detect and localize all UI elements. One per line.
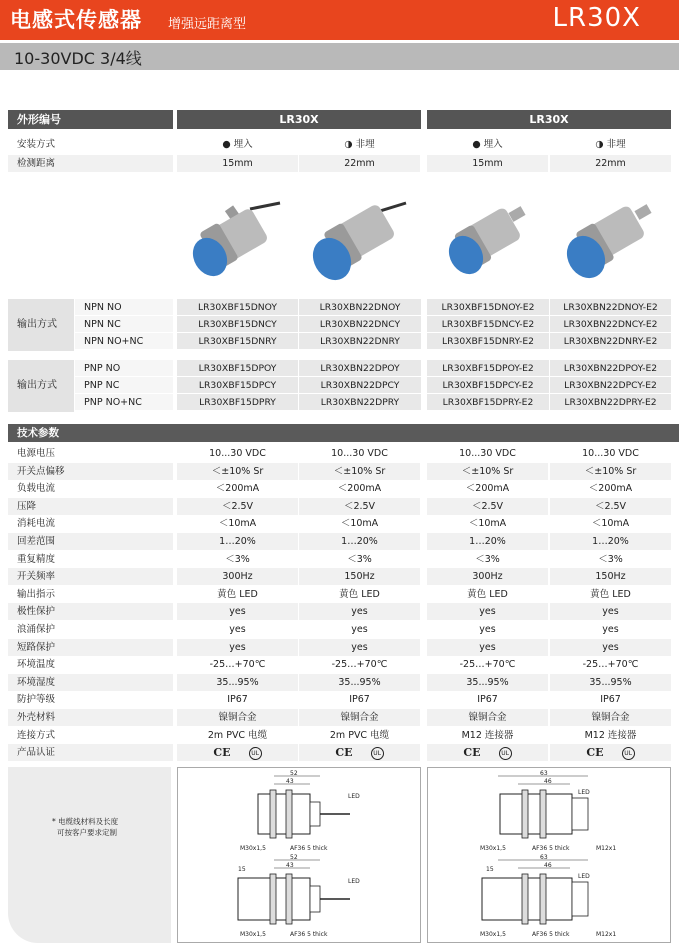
tech-row-value: ＜3% (550, 551, 671, 568)
spec-header-group1: LR30X (177, 110, 421, 129)
tech-row-value: 10...30 VDC (427, 445, 548, 462)
tech-row-value: ＜3% (177, 551, 298, 568)
dim-label: 52 (290, 854, 298, 861)
tech-row-value: 黄色 LED (550, 586, 671, 603)
tech-row-value: ＜±10% Sr (299, 463, 420, 480)
thread-label: M30x1,5 (480, 845, 506, 852)
tech-row-value: 300Hz (177, 568, 298, 585)
tech-row-label: 消耗电流 (8, 515, 173, 532)
distance-label: 检测距离 (8, 155, 173, 172)
distance-value: 15mm (177, 155, 298, 172)
tech-row-label: 外壳材料 (8, 709, 173, 726)
tech-row-label: 产品认证 (8, 744, 173, 761)
tech-row-value: ＜10mA (299, 515, 420, 532)
tech-row-value: 1…20% (427, 533, 548, 550)
tech-row-value: ＜200mA (299, 480, 420, 497)
dim-label: 43 (286, 862, 294, 869)
thread-label: M30x1,5 (480, 931, 506, 938)
tech-row-value: ＜10mA (177, 515, 298, 532)
dim-label: 52 (290, 770, 298, 777)
part-code: LR30XBF15DPCY (177, 377, 298, 394)
part-code: LR30XBN22DNOY-E2 (550, 299, 671, 316)
output-type: NPN NO (75, 299, 173, 316)
part-code: LR30XBN22DPOY (299, 360, 421, 377)
tech-row-value: 10...30 VDC (177, 445, 298, 462)
drawing-panel-connector (427, 767, 671, 943)
tech-row-value: yes (550, 603, 671, 620)
part-code: LR30XBF15DNCY-E2 (427, 316, 549, 333)
part-code: LR30XBN22DPRY (299, 394, 421, 411)
thread-label: M30x1,5 (240, 931, 266, 938)
tech-row-value: IP67 (177, 691, 298, 708)
output-type: NPN NC (75, 316, 173, 333)
tech-row-value: ＜10mA (550, 515, 671, 532)
page-header (0, 0, 679, 40)
part-code: LR30XBN22DPOY-E2 (550, 360, 671, 377)
tech-row-value: yes (299, 603, 420, 620)
tech-row-value: IP67 (427, 691, 548, 708)
tech-row-value (299, 744, 420, 761)
af-label: AF36 5 thick (290, 845, 328, 852)
tech-row-value: ＜2.5V (177, 498, 298, 515)
tech-row-label: 连接方式 (8, 727, 173, 744)
connector-label: M12x1 (596, 931, 617, 938)
dim-label: 15 (238, 866, 246, 873)
part-code: LR30XBF15DPOY (177, 360, 298, 377)
tech-row-label: 负载电流 (8, 480, 173, 497)
tech-row-value: M12 连接器 (427, 727, 548, 744)
page-subtitle: 增强远距离型 (168, 17, 247, 32)
output-type: PNP NC (75, 377, 173, 394)
led-label: LED (578, 789, 590, 796)
tech-row-value: ＜2.5V (550, 498, 671, 515)
tech-row-label: 短路保护 (8, 639, 173, 656)
tech-row-label: 防护等级 (8, 691, 173, 708)
voltage-text: 10-30VDC 3/4线 (14, 49, 142, 68)
tech-row-value: yes (299, 639, 420, 656)
tech-row-value: ＜3% (427, 551, 548, 568)
output-pnp-label: 输出方式 (8, 360, 74, 412)
part-code: LR30XBN22DPRY-E2 (550, 394, 671, 411)
tech-row-value: 35...95% (550, 674, 671, 691)
ce-mark-icon: CE (586, 746, 604, 759)
tech-row-value: 150Hz (550, 568, 671, 585)
sensor-image (562, 195, 662, 285)
tech-row-value: yes (177, 621, 298, 638)
tech-row-value: yes (550, 639, 671, 656)
dim-label: 43 (286, 778, 294, 785)
tech-row-value: 镍铜合金 (427, 709, 548, 726)
tech-row-value: 1…20% (550, 533, 671, 550)
tech-row-value: yes (427, 639, 548, 656)
sensor-image (440, 195, 540, 285)
af-label: AF36 5 thick (532, 931, 570, 938)
tech-row-value: ＜2.5V (427, 498, 548, 515)
part-code: LR30XBN22DNCY (299, 316, 421, 333)
tech-row-value (550, 744, 671, 761)
tech-row-label: 环境湿度 (8, 674, 173, 691)
led-label: LED (348, 878, 360, 885)
tech-row-value: 镍铜合金 (550, 709, 671, 726)
tech-row-label: 开关频率 (8, 568, 173, 585)
part-code: LR30XBF15DPCY-E2 (427, 377, 549, 394)
tech-row-value: ＜±10% Sr (427, 463, 548, 480)
tech-row-value: yes (299, 621, 420, 638)
tech-row-value: ＜200mA (550, 480, 671, 497)
tech-row-value: 黄色 LED (299, 586, 420, 603)
voltage-banner (0, 43, 679, 70)
tech-row-value: IP67 (550, 691, 671, 708)
led-label: LED (578, 873, 590, 880)
tech-section-title: 技术参数 (8, 424, 679, 442)
note-line: * 电缆线材料及长度 (52, 817, 119, 826)
sensor-image (188, 195, 288, 285)
sensor-image (310, 195, 410, 285)
tech-row-label: 浪涌保护 (8, 621, 173, 638)
mount-value: ● 埋入 (472, 139, 503, 150)
tech-row-label: 环境温度 (8, 656, 173, 673)
part-code: LR30XBN22DNRY-E2 (550, 333, 671, 350)
tech-row-value: ＜200mA (427, 480, 548, 497)
tech-row-label: 压降 (8, 498, 173, 515)
tech-row-value: ＜3% (299, 551, 420, 568)
tech-row-value: 2m PVC 电缆 (299, 727, 420, 744)
tech-row-value: 35...95% (177, 674, 298, 691)
distance-value: 22mm (299, 155, 420, 172)
mount-value: ● 埋入 (222, 139, 253, 150)
output-type: PNP NO+NC (75, 394, 173, 411)
tech-row-label: 极性保护 (8, 603, 173, 620)
dim-label: 15 (486, 866, 494, 873)
led-label: LED (348, 793, 360, 800)
model-title: LR30X (552, 3, 641, 33)
part-code: LR30XBF15DNOY-E2 (427, 299, 549, 316)
tech-row-value: -25…+70℃ (427, 656, 548, 673)
tech-row-value: M12 连接器 (550, 727, 671, 744)
tech-row-value: yes (177, 603, 298, 620)
spec-header-label: 外形编号 (8, 110, 173, 129)
tech-row-value: 35...95% (427, 674, 548, 691)
tech-row-value: 1…20% (177, 533, 298, 550)
note-line: 可按客户要求定制 (57, 828, 117, 837)
tech-row-value: ＜±10% Sr (177, 463, 298, 480)
mount-value: ◑ 非埋 (595, 139, 626, 150)
tech-row-value: 2m PVC 电缆 (177, 727, 298, 744)
part-code: LR30XBF15DNOY (177, 299, 298, 316)
tech-row-value: 镍铜合金 (299, 709, 420, 726)
output-type: NPN NO+NC (75, 333, 173, 350)
tech-row-value: 150Hz (299, 568, 420, 585)
cable-note (52, 816, 118, 838)
note-panel (8, 767, 171, 943)
tech-row-value: ＜2.5V (299, 498, 420, 515)
part-code: LR30XBN22DNOY (299, 299, 421, 316)
tech-row-value: 10...30 VDC (299, 445, 420, 462)
part-code: LR30XBN22DNCY-E2 (550, 316, 671, 333)
output-npn-label: 输出方式 (8, 299, 74, 351)
tech-row-value: ＜200mA (177, 480, 298, 497)
tech-row-value: yes (550, 621, 671, 638)
tech-row-value: -25…+70℃ (299, 656, 420, 673)
tech-row-label: 开关点偏移 (8, 463, 173, 480)
output-type: PNP NO (75, 360, 173, 377)
part-code: LR30XBF15DNCY (177, 316, 298, 333)
ce-mark-icon: CE (335, 746, 353, 759)
part-code: LR30XBN22DPCY-E2 (550, 377, 671, 394)
distance-value: 15mm (427, 155, 548, 172)
thread-label: M30x1,5 (240, 845, 266, 852)
part-code: LR30XBF15DPOY-E2 (427, 360, 549, 377)
tech-row-value: ＜10mA (427, 515, 548, 532)
tech-row-value: 黄色 LED (427, 586, 548, 603)
tech-row-label: 重复精度 (8, 551, 173, 568)
mount-label: 安装方式 (8, 136, 173, 153)
dim-label: 46 (544, 862, 552, 869)
tech-row-value (177, 744, 298, 761)
part-code: LR30XBF15DNRY-E2 (427, 333, 549, 350)
tech-row-value: 1…20% (299, 533, 420, 550)
af-label: AF36 5 thick (290, 931, 328, 938)
ul-mark-icon: UL (499, 747, 512, 760)
tech-row-value: yes (177, 639, 298, 656)
tech-row-value: 黄色 LED (177, 586, 298, 603)
tech-row-value: IP67 (299, 691, 420, 708)
part-code: LR30XBN22DPCY (299, 377, 421, 394)
tech-row-value: 镍铜合金 (177, 709, 298, 726)
tech-row-label: 输出指示 (8, 586, 173, 603)
dim-label: 63 (540, 770, 548, 777)
part-code: LR30XBF15DPRY-E2 (427, 394, 549, 411)
part-code: LR30XBF15DPRY (177, 394, 298, 411)
connector-label: M12x1 (596, 845, 617, 852)
ce-mark-icon: CE (213, 746, 231, 759)
tech-row-value: -25…+70℃ (177, 656, 298, 673)
ce-mark-icon: CE (463, 746, 481, 759)
tech-row-label: 回差范围 (8, 533, 173, 550)
page-title: 电感式传感器 (10, 8, 142, 32)
ul-mark-icon: UL (249, 747, 262, 760)
dimension-drawing (428, 768, 670, 942)
part-code: LR30XBN22DNRY (299, 333, 421, 350)
drawing-panel-cable (177, 767, 421, 943)
tech-row-value: 35...95% (299, 674, 420, 691)
tech-row-label: 电源电压 (8, 445, 173, 462)
tech-row-value: ＜±10% Sr (550, 463, 671, 480)
tech-row-value: 300Hz (427, 568, 548, 585)
tech-row-value: yes (427, 621, 548, 638)
mount-value: ◑ 非埋 (344, 139, 375, 150)
tech-row-value: 10...30 VDC (550, 445, 671, 462)
ul-mark-icon: UL (622, 747, 635, 760)
dim-label: 46 (544, 778, 552, 785)
ul-mark-icon: UL (371, 747, 384, 760)
distance-value: 22mm (550, 155, 671, 172)
dimension-drawing (178, 768, 420, 942)
tech-row-value (427, 744, 548, 761)
dim-label: 63 (540, 854, 548, 861)
tech-row-value: yes (427, 603, 548, 620)
part-code: LR30XBF15DNRY (177, 333, 298, 350)
tech-row-value: -25…+70℃ (550, 656, 671, 673)
af-label: AF36 5 thick (532, 845, 570, 852)
spec-header-group2: LR30X (427, 110, 671, 129)
